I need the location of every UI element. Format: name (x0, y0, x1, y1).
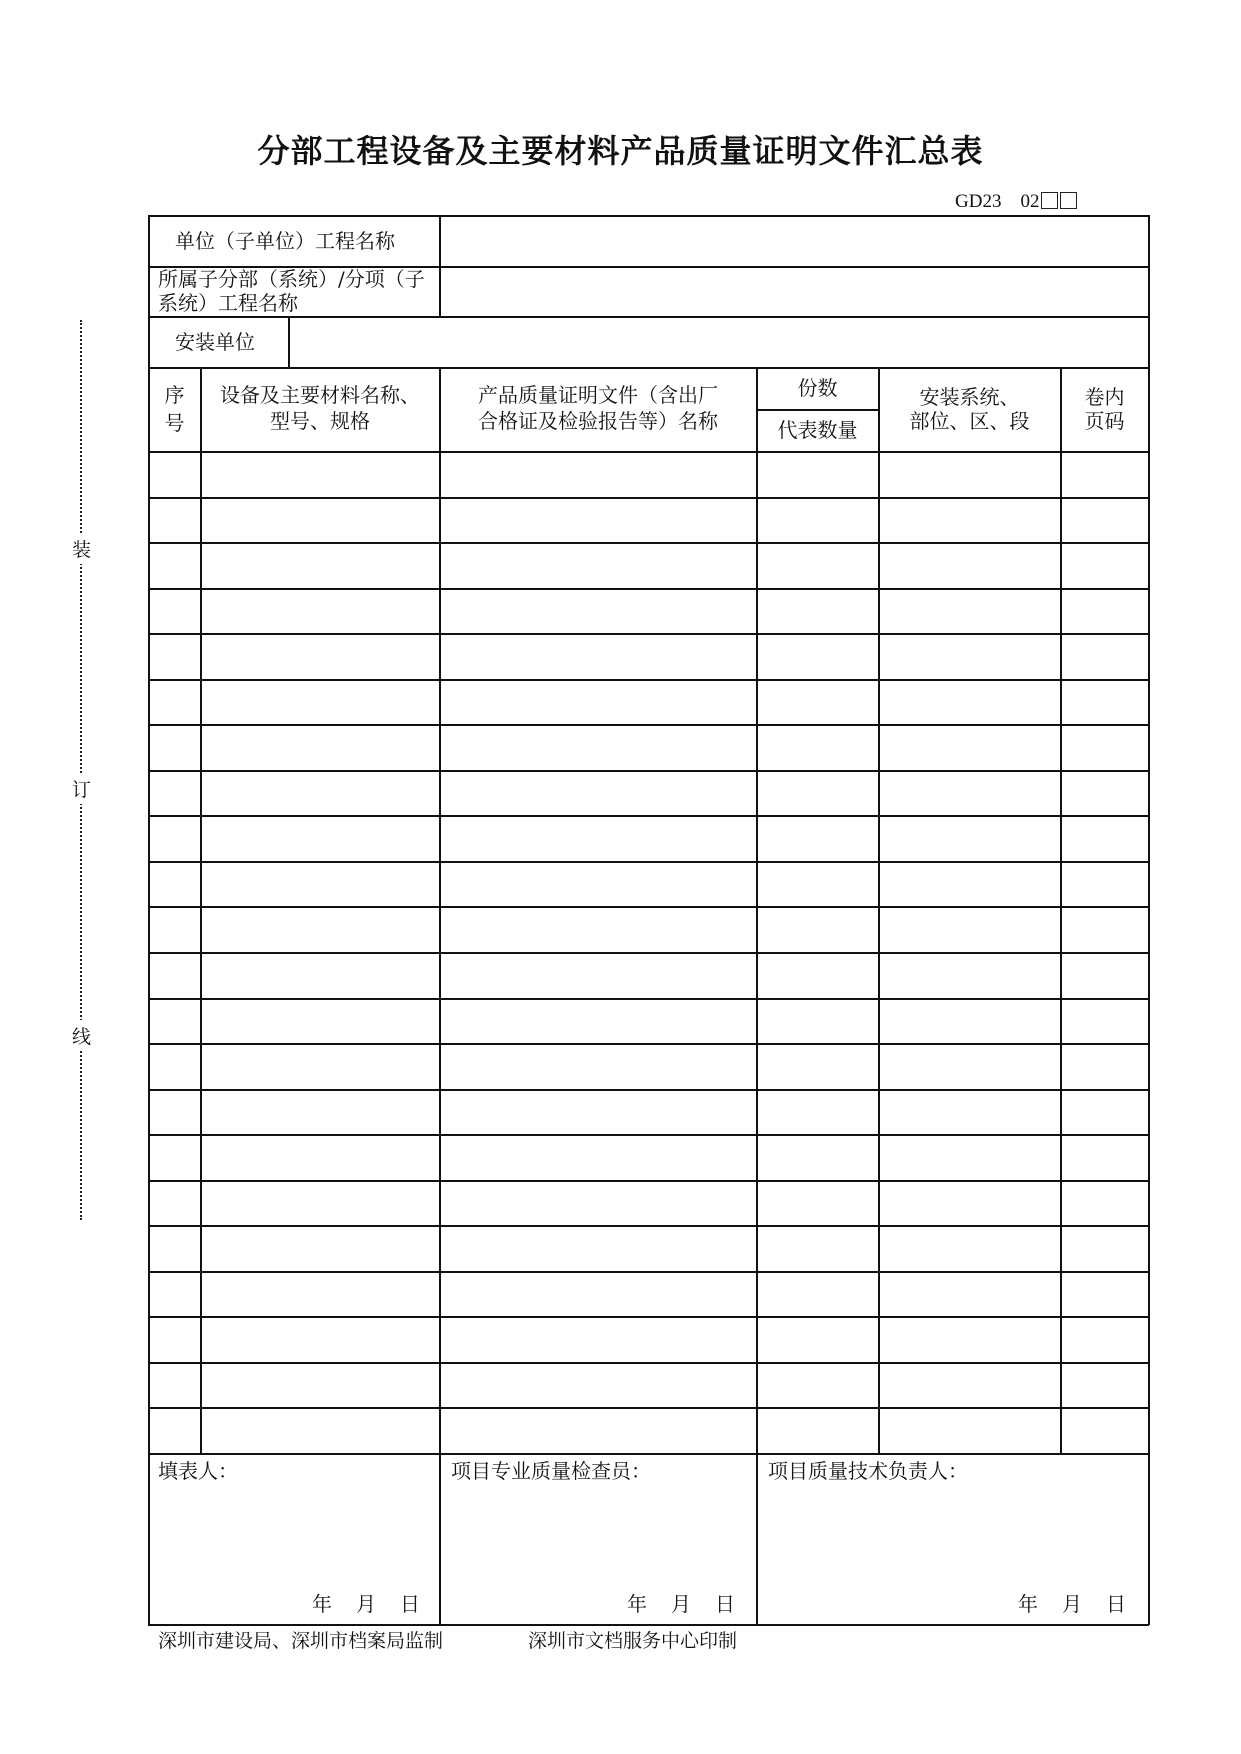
table-cell-location[interactable] (880, 590, 1059, 632)
table-cell-cert[interactable] (441, 1364, 755, 1406)
table-cell-page[interactable] (1062, 453, 1146, 496)
table-cell-seq[interactable] (150, 681, 199, 723)
table-cell-cert[interactable] (441, 635, 755, 678)
table-cell-cert[interactable] (441, 772, 755, 814)
table-cell-seq[interactable] (150, 499, 199, 541)
table-cell-page[interactable] (1062, 1136, 1146, 1179)
table-cell-location[interactable] (880, 499, 1059, 541)
table-cell-cert[interactable] (441, 817, 755, 860)
col-header-copies: 份数 (797, 376, 838, 400)
table-cell-material[interactable] (202, 1227, 438, 1270)
col-header-location-line1: 安装系统、 (919, 385, 1020, 409)
table-cell-seq[interactable] (150, 863, 199, 905)
table-cell-qty[interactable] (758, 635, 877, 678)
table-cell-qty[interactable] (758, 1409, 877, 1452)
binding-dotted-line (80, 320, 84, 1220)
install-unit-field[interactable] (289, 317, 1148, 367)
table-cell-location[interactable] (880, 726, 1059, 769)
table-cell-cert[interactable] (441, 453, 755, 496)
table-cell-material[interactable] (202, 1182, 438, 1224)
table-cell-material[interactable] (202, 954, 438, 997)
table-cell-location[interactable] (880, 772, 1059, 814)
table-cell-location[interactable] (880, 1318, 1059, 1361)
table-cell-seq[interactable] (150, 590, 199, 632)
table-cell-cert[interactable] (441, 590, 755, 632)
form-code-number: 02 (1020, 191, 1040, 212)
table-cell-material[interactable] (202, 863, 438, 905)
col-header-cert-line2: 合格证及检验报告等）名称 (478, 409, 718, 433)
table-cell-material[interactable] (202, 772, 438, 814)
table-cell-seq[interactable] (150, 635, 199, 678)
table-cell-page[interactable] (1062, 1182, 1146, 1224)
form-title: 分部工程设备及主要材料产品质量证明文件汇总表 (257, 132, 984, 170)
form-code-prefix: GD23 (955, 191, 1002, 212)
table-cell-page[interactable] (1062, 544, 1146, 587)
table-cell-location[interactable] (880, 1136, 1059, 1179)
table-cell-cert[interactable] (441, 544, 755, 587)
table-cell-seq[interactable] (150, 954, 199, 997)
col-header-material-line1: 设备及主要材料名称、 (220, 383, 420, 407)
table-cell-cert[interactable] (441, 1136, 755, 1179)
table-cell-material[interactable] (202, 1136, 438, 1179)
table-cell-page[interactable] (1062, 1227, 1146, 1270)
binding-char-ding: 订 (72, 773, 91, 804)
table-cell-page[interactable] (1062, 590, 1146, 632)
table-cell-page[interactable] (1062, 1273, 1146, 1315)
table-cell-location[interactable] (880, 1182, 1059, 1224)
table-cell-seq[interactable] (150, 772, 199, 814)
tech-lead-label: 项目质量技术负责人： (768, 1459, 968, 1483)
table-cell-material[interactable] (202, 544, 438, 587)
table-cell-seq[interactable] (150, 453, 199, 496)
table-cell-location[interactable] (880, 817, 1059, 860)
table-cell-material[interactable] (202, 453, 438, 496)
sub-project-name-field[interactable] (440, 267, 1148, 316)
table-cell-cert[interactable] (441, 1182, 755, 1224)
table-cell-location[interactable] (880, 1409, 1059, 1452)
table-cell-cert[interactable] (441, 1000, 755, 1042)
table-cell-material[interactable] (202, 1045, 438, 1088)
table-cell-location[interactable] (880, 1000, 1059, 1042)
sub-project-name-label-line1: 所属子分部（系统）/分项（子 (158, 267, 425, 291)
table-cell-material[interactable] (202, 726, 438, 769)
table-cell-location[interactable] (880, 1364, 1059, 1406)
table-cell-material[interactable] (202, 1409, 438, 1452)
table-cell-material[interactable] (202, 1318, 438, 1361)
col-header-page-line2: 页码 (1084, 409, 1125, 433)
col-header-seq-line2: 号 (164, 411, 185, 435)
table-cell-cert[interactable] (441, 954, 755, 997)
table-cell-location[interactable] (880, 1273, 1059, 1315)
table-cell-page[interactable] (1062, 908, 1146, 951)
table-cell-page[interactable] (1062, 1364, 1146, 1406)
table-cell-page[interactable] (1062, 1045, 1146, 1088)
binding-char-xian: 线 (72, 1020, 91, 1051)
signature-top-line (148, 1453, 1149, 1455)
table-cell-material[interactable] (202, 1273, 438, 1315)
table-cell-qty[interactable] (758, 544, 877, 587)
table-cell-qty[interactable] (758, 817, 877, 860)
table-cell-cert[interactable] (441, 726, 755, 769)
table-cell-material[interactable] (202, 681, 438, 723)
table-cell-cert[interactable] (441, 1318, 755, 1361)
table-cell-page[interactable] (1062, 863, 1146, 905)
table-cell-cert[interactable] (441, 499, 755, 541)
table-cell-qty[interactable] (758, 1182, 877, 1224)
table-cell-page[interactable] (1062, 499, 1146, 541)
table-cell-qty[interactable] (758, 1364, 877, 1406)
table-cell-seq[interactable] (150, 544, 199, 587)
table-cell-qty[interactable] (758, 1000, 877, 1042)
table-cell-cert[interactable] (441, 1273, 755, 1315)
col-header-seq-line1: 序 (164, 383, 185, 407)
form-code (955, 191, 1077, 213)
table-cell-seq[interactable] (150, 1318, 199, 1361)
table-cell-cert[interactable] (441, 1227, 755, 1270)
table-cell-seq[interactable] (150, 1136, 199, 1179)
table-cell-cert[interactable] (441, 908, 755, 951)
col-header-page-line1: 卷内 (1084, 385, 1125, 409)
table-cell-material[interactable] (202, 1091, 438, 1133)
inspector-label: 项目专业质量检查员： (451, 1459, 651, 1483)
table-cell-qty[interactable] (758, 772, 877, 814)
table-cell-page[interactable] (1062, 681, 1146, 723)
table-cell-seq[interactable] (150, 1227, 199, 1270)
table-cell-seq[interactable] (150, 908, 199, 951)
outer-right-line (1148, 215, 1150, 1625)
table-cell-page[interactable] (1062, 954, 1146, 997)
table-cell-cert[interactable] (441, 863, 755, 905)
table-cell-qty[interactable] (758, 1318, 877, 1361)
table-cell-material[interactable] (202, 499, 438, 541)
table-cell-location[interactable] (880, 863, 1059, 905)
table-cell-seq[interactable] (150, 1409, 199, 1452)
table-cell-location[interactable] (880, 1091, 1059, 1133)
table-cell-qty[interactable] (758, 1273, 877, 1315)
table-cell-location[interactable] (880, 635, 1059, 678)
table-cell-qty[interactable] (758, 863, 877, 905)
table-cell-seq[interactable] (150, 1364, 199, 1406)
table-cell-location[interactable] (880, 681, 1059, 723)
table-cell-qty[interactable] (758, 681, 877, 723)
table-cell-seq[interactable] (150, 1045, 199, 1088)
table-cell-page[interactable] (1062, 726, 1146, 769)
table-cell-qty[interactable] (758, 1045, 877, 1088)
form-code-box-2[interactable] (1060, 192, 1077, 209)
table-cell-material[interactable] (202, 1364, 438, 1406)
table-cell-qty[interactable] (758, 954, 877, 997)
table-cell-material[interactable] (202, 635, 438, 678)
tech-lead-date: 年 月 日 (1018, 1592, 1128, 1616)
unit-project-name-field[interactable] (440, 216, 1148, 266)
table-cell-material[interactable] (202, 1000, 438, 1042)
table-cell-seq[interactable] (150, 1182, 199, 1224)
col-header-qty: 代表数量 (777, 418, 858, 442)
table-cell-location[interactable] (880, 453, 1059, 496)
table-cell-page[interactable] (1062, 1318, 1146, 1361)
table-cell-material[interactable] (202, 590, 438, 632)
col-header-location-line2: 部位、区、段 (909, 409, 1030, 433)
unit-project-name-label: 单位（子单位）工程名称 (175, 229, 395, 253)
table-cell-page[interactable] (1062, 817, 1146, 860)
table-cell-seq[interactable] (150, 1273, 199, 1315)
table-cell-page[interactable] (1062, 772, 1146, 814)
table-cell-cert[interactable] (441, 1045, 755, 1088)
table-cell-location[interactable] (880, 544, 1059, 587)
copies-qty-divider (757, 409, 879, 411)
table-cell-cert[interactable] (441, 681, 755, 723)
table-cell-qty[interactable] (758, 908, 877, 951)
table-cell-page[interactable] (1062, 1091, 1146, 1133)
table-cell-cert[interactable] (441, 1091, 755, 1133)
inspector-date: 年 月 日 (627, 1592, 737, 1616)
table-cell-qty[interactable] (758, 726, 877, 769)
table-cell-qty[interactable] (758, 1091, 877, 1133)
table-cell-seq[interactable] (150, 1000, 199, 1042)
filler-date: 年 月 日 (312, 1592, 422, 1616)
table-cell-location[interactable] (880, 1227, 1059, 1270)
col-header-material-line2: 型号、规格 (270, 409, 370, 433)
header-line-3 (148, 367, 1149, 369)
table-cell-material[interactable] (202, 817, 438, 860)
install-unit-label: 安装单位 (175, 330, 255, 354)
table-cell-qty[interactable] (758, 590, 877, 632)
table-cell-location[interactable] (880, 1045, 1059, 1088)
table-cell-qty[interactable] (758, 453, 877, 496)
table-cell-page[interactable] (1062, 1000, 1146, 1042)
footer-supervisor: 深圳市建设局、深圳市档案局监制 (158, 1630, 444, 1652)
table-cell-cert[interactable] (441, 1409, 755, 1452)
binding-char-zhuang: 装 (72, 533, 91, 564)
table-cell-location[interactable] (880, 954, 1059, 997)
table-cell-qty[interactable] (758, 1227, 877, 1270)
table-cell-material[interactable] (202, 908, 438, 951)
table-cell-page[interactable] (1062, 635, 1146, 678)
col-header-cert-line1: 产品质量证明文件（含出厂 (478, 383, 718, 407)
table-cell-qty[interactable] (758, 499, 877, 541)
form-code-box-1[interactable] (1041, 192, 1058, 209)
sub-project-name-label-line2: 系统）工程名称 (158, 291, 298, 315)
table-cell-location[interactable] (880, 908, 1059, 951)
table-cell-seq[interactable] (150, 817, 199, 860)
table-cell-seq[interactable] (150, 1091, 199, 1133)
footer-printer: 深圳市文档服务中心印制 (528, 1630, 738, 1652)
table-cell-qty[interactable] (758, 1136, 877, 1179)
table-cell-seq[interactable] (150, 726, 199, 769)
table-cell-page[interactable] (1062, 1409, 1146, 1452)
filler-label: 填表人： (158, 1459, 238, 1483)
